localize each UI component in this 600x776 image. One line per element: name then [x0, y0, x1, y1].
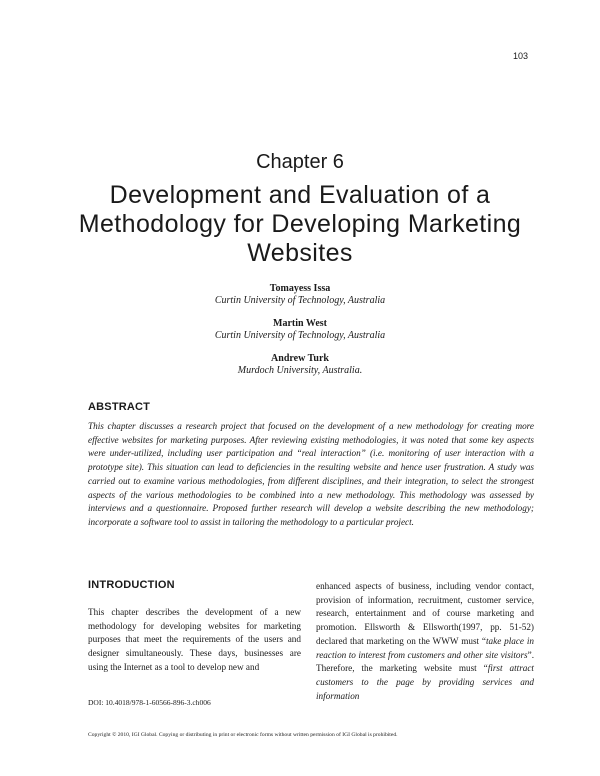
author-list [0, 283, 600, 388]
author-name: Tomayess Issa [269, 283, 331, 294]
introduction-paragraph: This chapter describes the development of a new methodology for developing websites for marketing purposes that meet the requirements of the users and designer simultaneously. These days, businesses are using the Internet as a tool to develop new and [88, 607, 301, 672]
introduction-right-column [316, 580, 534, 703]
introduction-heading: INTRODUCTION [88, 579, 175, 591]
doi-line: DOI: 10.4018/978-1-60566-896-3.ch006 [88, 698, 211, 707]
author-affiliation: Curtin University of Technology, Australia [214, 295, 386, 306]
author-block [0, 283, 600, 307]
intro-quote: first attract customers to the page by providing services and information [316, 663, 534, 701]
author-name: Andrew Turk [271, 353, 329, 364]
chapter-label: Chapter 6 [256, 151, 344, 173]
introduction-continued-paragraph [316, 580, 534, 703]
page-number: 103 [512, 51, 528, 61]
author-affiliation: Curtin University of Technology, Australia [214, 330, 386, 341]
copyright-notice: Copyright © 2010, IGI Global. Copying or distributing in print or electronic forms without written permission of IGI Global is prohibited. [88, 732, 398, 738]
introduction-left-column [88, 606, 301, 675]
abstract-heading: ABSTRACT [88, 401, 151, 413]
abstract-body: This chapter discusses a research project that focused on the development of a new methodology for creating more effective websites for marketing purposes. After reviewing existing methodologies, it was noted that some key aspects were under-utilized, including user participation and “real interaction” (i.e. monitoring of user interaction with a prototype site). This situation can lead to deficiencies in the resulting website and hence user frustration. A study was carried out to examine various methodologies, from different disciplines, and their integration, to select the strongest aspects of the various methodologies to be combined into a new methodology. This methodology was assessed by interviews and a questionnaire. Proposed further research will develop a website describing the new methodology; incorporate a software tool to assist in tailoring the methodology to a particular project. [88, 421, 534, 527]
author-block [0, 353, 600, 377]
author-block [0, 318, 600, 342]
author-name: Martin West [273, 318, 327, 329]
intro-text-segment: enhanced aspects of business, including vendor contact, provision of information, recruitment, customer service, research, entertainment and of course marketing and promotion. Ellsworth & Ellsworth(1997, pp. 51-52) declared that marketing on the WWW must “ [316, 581, 534, 646]
chapter-title: Development and Evaluation of a Methodology for Developing Marketing Websites [78, 181, 522, 267]
intro-text-segment: ”. Therefore, the marketing website must “ [316, 649, 534, 674]
intro-quote: take place in reaction to interest from customers and other site visitors [316, 635, 534, 660]
author-affiliation: Murdoch University, Australia. [237, 365, 363, 376]
